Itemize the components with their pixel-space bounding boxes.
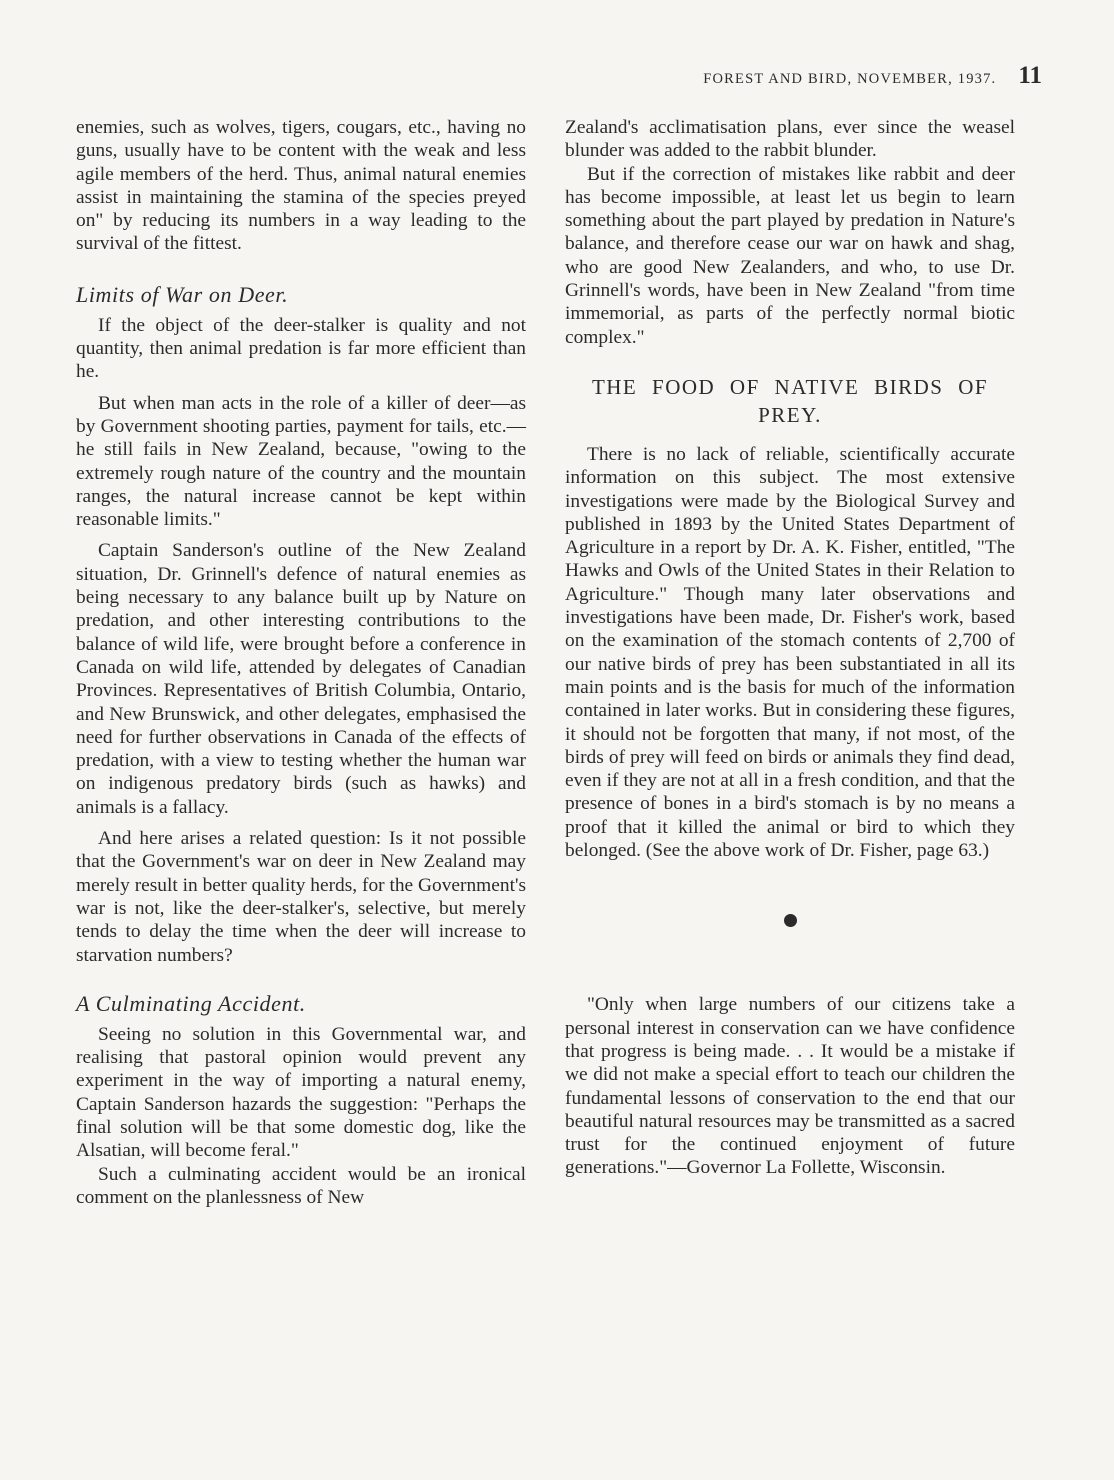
section-heading-a-culminating-accident: A Culminating Accident. bbox=[76, 990, 306, 1016]
paragraph: Seeing no solution in this Governmental war, and realising that pastoral opinion would prevent any experiment in the way of importing a natural enemy, Captain Sanderson hazards the suggestion: "Perhaps the final solution will be that some domestic dog, like the Alsatian, will become feral." bbox=[76, 1023, 526, 1162]
separator-bullet bbox=[565, 914, 1015, 927]
page-header bbox=[703, 62, 1042, 90]
paragraph: Such a culminating accident would be an ironical comment on the planlessness of New bbox=[76, 1163, 526, 1208]
section-heading-limits-of-war-on-deer: Limits of War on Deer. bbox=[76, 281, 289, 307]
bullet-icon bbox=[784, 914, 797, 927]
paragraph: And here arises a related question: Is it not possible that the Government's war on deer in New Zealand may merely result in better quality herds, for the Government's war is not, like the deer-stalker's, selective, but merely tends to delay the time when the deer will increase to starvation numbers? bbox=[76, 828, 526, 966]
left-column bbox=[76, 116, 526, 1209]
paragraph: Zealand's acclimatisation plans, ever since the weasel blunder was added to the rabbit blunder. bbox=[565, 117, 1015, 162]
page-number: 11 bbox=[1018, 62, 1042, 89]
paragraph: But if the correction of mistakes like rabbit and deer has become impossible, at least let us begin to learn something about the part played by predation in Nature's balance, and therefore cease our war on hawk and shag, who are good New Zealanders, and who, to use Dr. Grinnell's words, have been in New Zealand "from time immemorial, as parts of the perfectly normal biotic complex." bbox=[565, 163, 1015, 348]
paragraph: There is no lack of reliable, scientifically accurate information on this subject. The most extensive investigations were made by the Biological Survey and published in 1893 by the United States Department of Agriculture in a report by Dr. A. K. Fisher, entitled, "The Hawks and Owls of the United States in their Relation to Agriculture." Though many later observations and investigations have been made, Dr. Fisher's work, based on the examination of the stomach contents of 2,700 of our native birds of prey has been substantiated in all its main points and is the basis for much of the information contained in later works. But in considering these figures, it should not be forgotten that many, if not most, of the birds of prey will feed on birds or animals they find dead, even if they are not at all in a fresh condition, and that the presence of bones in a bird's stomach is by no means a proof that it killed the animal or bird to which they belonged. (See the above work of Dr. Fisher, page 63.) bbox=[565, 443, 1015, 862]
section-heading-food-of-native-birds: THE FOOD OF NATIVE BIRDS OF PREY. bbox=[591, 374, 989, 427]
quote-paragraph: "Only when large numbers of our citizens take a personal interest in conservation can we have confidence that progress is being made. . . It would be a mistake if we did not make a special effort to teach our children the fundamental lessons of conservation to the end that our beautiful natural resources may be transmitted as a sacred trust for the continued enjoyment of future generations."—Governor La Follette, Wisconsin. bbox=[565, 994, 1015, 1179]
paragraph: If the object of the deer-stalker is quality and not quantity, then animal predation is far more efficient than he. bbox=[76, 314, 526, 383]
paragraph: But when man acts in the role of a killer of deer—as by Government shooting parties, payment for tails, etc.—he still fails in New Zealand, because, "owing to the extremely rough nature of the country and the mountain ranges, the natural increase cannot be kept within reasonable limits." bbox=[76, 392, 526, 531]
paragraph: enemies, such as wolves, tigers, cougars, etc., having no guns, usually have to be content with the weak and less agile members of the herd. Thus, animal natural enemies assist in maintaining the stamina of the species preyed on" by reducing its numbers in a way leading to the survival of the fittest. bbox=[76, 117, 526, 255]
right-column bbox=[565, 116, 1015, 1180]
paragraph: Captain Sanderson's outline of the New Zealand situation, Dr. Grinnell's defence of natural enemies as being necessary to any balance built up by Nature on predation, and other interesting contributions to the balance of wild life, were brought before a conference in Canada on wild life, attended by delegates of Canadian Provinces. Representatives of British Columbia, Ontario, and New Brunswick, and other delegates, emphasised the need for further observations in Canada of the effects of predation, with a view to testing whether the human war on indigenous predatory birds (such as hawks) and animals is a fallacy. bbox=[76, 540, 526, 818]
running-head: FOREST AND BIRD, NOVEMBER, 1937. bbox=[703, 71, 997, 87]
